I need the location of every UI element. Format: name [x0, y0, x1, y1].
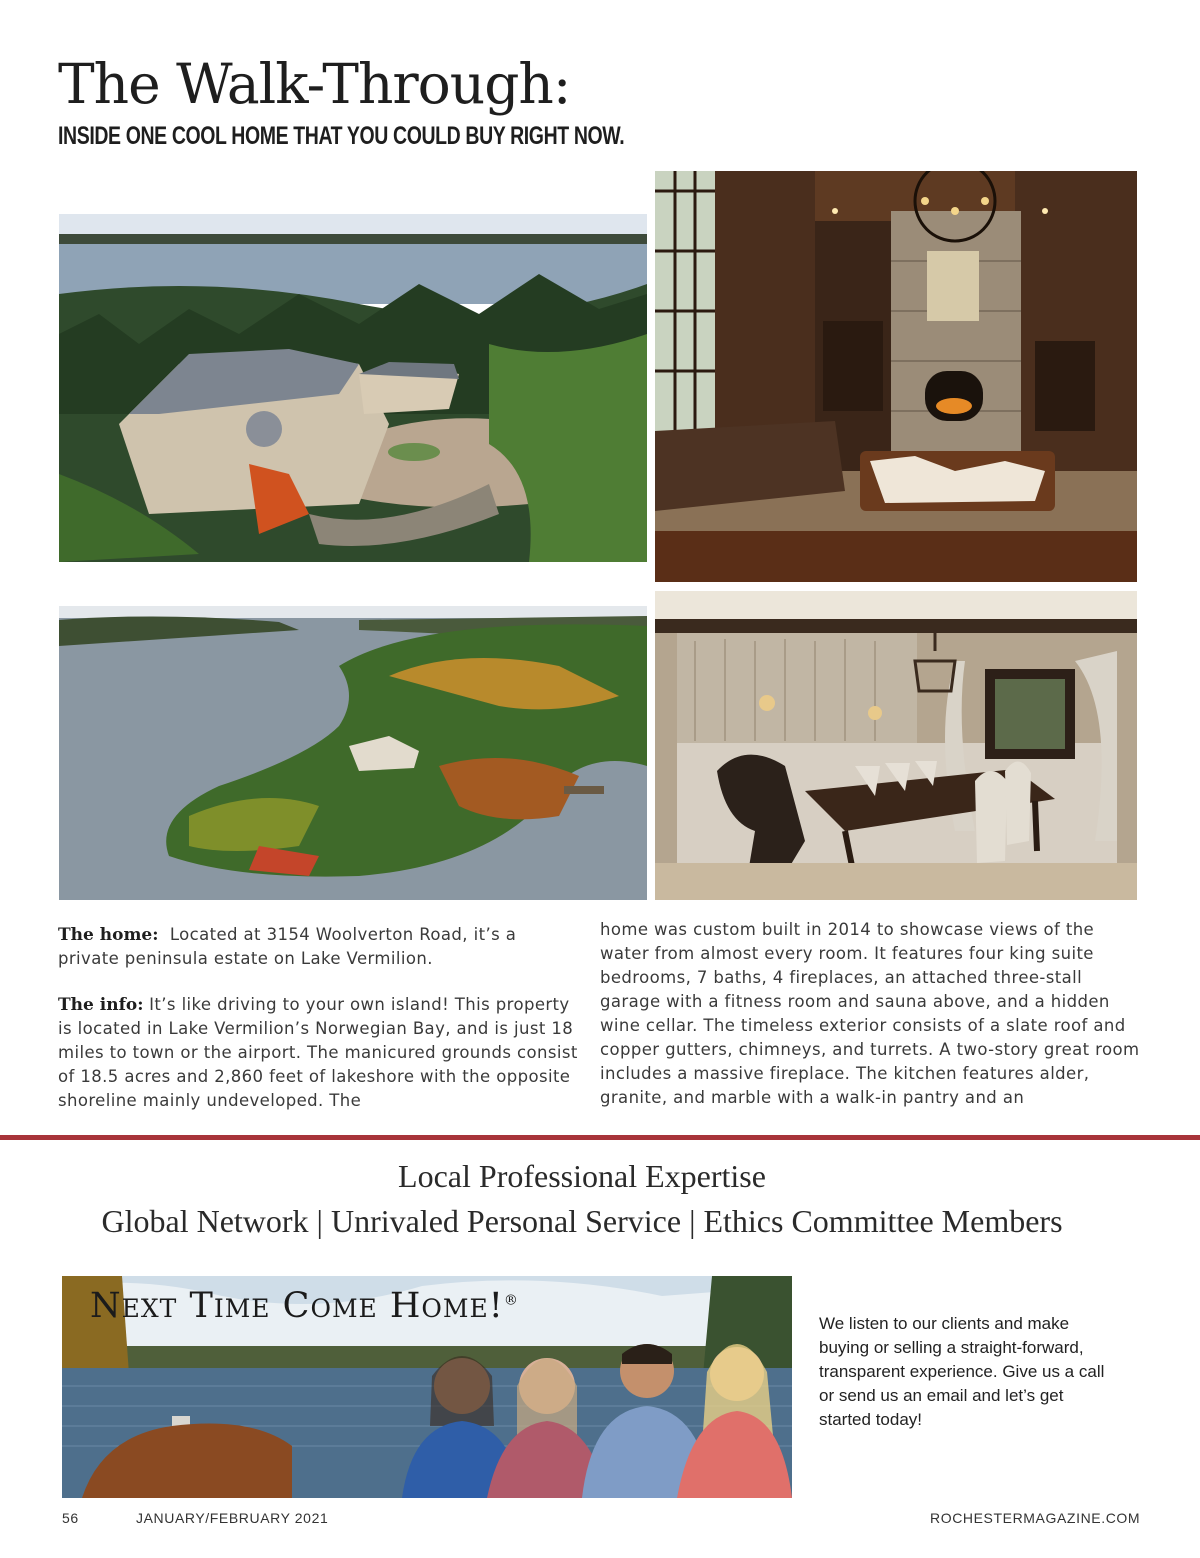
article-column-left	[58, 923, 580, 1113]
home-paragraph	[58, 923, 580, 971]
page-number: 56	[62, 1510, 79, 1526]
ad-tagline: Global Network | Unrivaled Personal Service | Ethics Committee Members	[101, 1203, 1063, 1239]
site-url[interactable]: ROCHESTERMAGAZINE.COM	[930, 1510, 1141, 1526]
info-label: The info:	[58, 995, 144, 1015]
ad-body-copy: We listen to our clients and make buying or selling a straight-forward, transparent experience. Give us a call or send us an email and let’s get started today!	[819, 1314, 1105, 1429]
continued-text: home was custom built in 2014 to showcase views of the water from almost every room. It features four king suite bedrooms, 7 baths, 4 fireplaces, an attached three-stall garage with a fitness room and sauna above, and a hidden wine cellar. The timeless exterior consists of a slate roof and copper gutters, chimneys, and turrets. A two-story great room includes a massive fireplace. The kitchen features alder, granite, and marble with a walk-in pantry and an	[600, 920, 1140, 1107]
registered-mark: ®	[503, 1292, 519, 1309]
info-paragraph	[58, 993, 580, 1113]
info-text: It’s like driving to your own island! This property is located in Lake Vermilion’s Norwegian Bay, and is just 18 miles to town or the airport. The manicured grounds consist of 18.5 acres and 2,860 feet of lakeshore with the opposite shoreline mainly undeveloped. The	[58, 995, 578, 1110]
home-label: The home:	[58, 925, 159, 945]
photo-peninsula	[59, 606, 647, 900]
photo-great-room	[655, 171, 1137, 582]
issue-date: JANUARY/FEBRUARY 2021	[136, 1510, 329, 1526]
photo-aerial-house	[59, 214, 647, 562]
page-title: The Walk-Through:	[58, 52, 571, 116]
article-column-right	[600, 918, 1140, 1110]
ad-slogan-text: Next Time Come Home!	[90, 1286, 504, 1326]
ad-slogan	[90, 1286, 770, 1326]
ad-headline: Local Professional Expertise	[398, 1158, 766, 1194]
section-divider	[0, 1135, 1200, 1140]
page-subtitle: INSIDE ONE COOL HOME THAT YOU COULD BUY RIGHT NOW.	[58, 122, 625, 150]
home-text: Located at 3154 Woolverton Road, it’s a private peninsula estate on Lake Vermilion.	[58, 925, 517, 968]
photo-dining-room	[655, 591, 1137, 900]
